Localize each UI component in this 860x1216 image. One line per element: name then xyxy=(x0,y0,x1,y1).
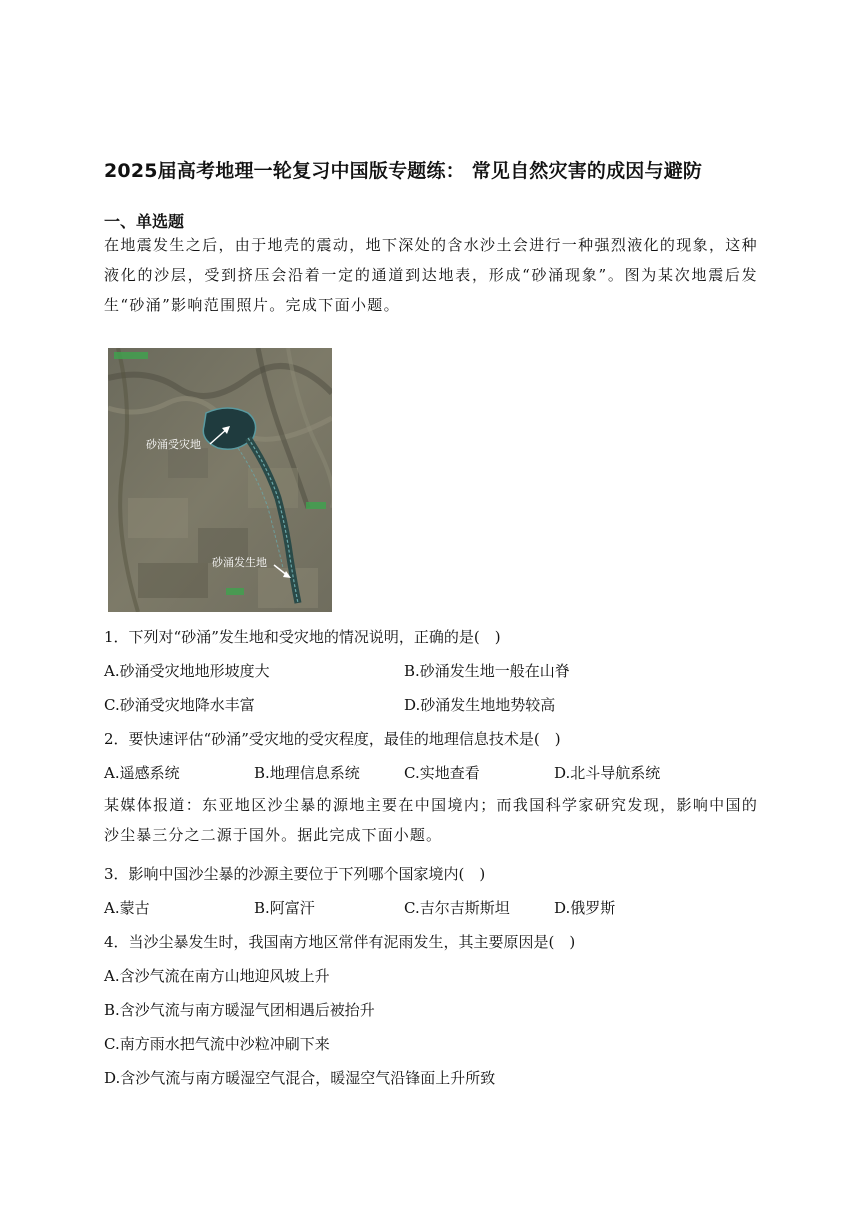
q3-option-a: A.蒙古 xyxy=(104,899,150,917)
q4-option-b: B.含沙气流与南方暖湿气团相遇后被抬升 xyxy=(104,1001,375,1019)
q3-option-d: D.俄罗斯 xyxy=(554,899,616,917)
q4-option-c: C.南方雨水把气流中沙粒冲刷下来 xyxy=(104,1035,330,1053)
q1-option-a: A.砂涌受灾地地形坡度大 xyxy=(104,662,270,680)
q1-option-d: D.砂涌发生地地势较高 xyxy=(404,696,556,714)
q2-option-d: D.北斗导航系统 xyxy=(554,764,661,782)
q4-option-a: A.含沙气流在南方山地迎风坡上升 xyxy=(104,967,330,985)
section-heading: 一、单选题 xyxy=(104,212,185,231)
q2-option-c: C.实地查看 xyxy=(404,764,480,782)
photo-label-affected: 砂涌受灾地 xyxy=(146,438,201,451)
intro-paragraph-2: 某媒体报道：东亚地区沙尘暴的源地主要在中国境内；而我国科学家研究发现，影响中国的沙尘暴三分之二源于国外。据此完成下面小题。 xyxy=(104,796,758,844)
question-2-stem: 2．要快速评估“砂涌”受灾地的受灾程度，最佳的地理信息技术是( ) xyxy=(104,730,561,748)
document-title: 2025届高考地理一轮复习中国版专题练： 常见自然灾害的成因与避防 xyxy=(104,160,703,182)
q3-option-c: C.吉尔吉斯斯坦 xyxy=(404,899,510,917)
q2-option-b: B.地理信息系统 xyxy=(254,764,360,782)
q1-option-c: C.砂涌受灾地降水丰富 xyxy=(104,696,255,714)
photo-label-origin: 砂涌发生地 xyxy=(212,556,267,569)
q2-option-a: A.遥感系统 xyxy=(104,764,180,782)
intro-paragraph-1: 在地震发生之后，由于地壳的震动，地下深处的含水沙土会进行一种强烈液化的现象，这种液化的沙层，受到挤压会沿着一定的通道到达地表，形成“砂涌现象”。图为某次地震后发生“砂涌”影响范围照片。完成下面小题。 xyxy=(104,236,759,314)
q3-option-b: B.阿富汗 xyxy=(254,899,315,917)
question-1-stem: 1．下列对“砂涌”发生地和受灾地的情况说明，正确的是( ) xyxy=(104,628,501,646)
question-3-stem: 3．影响中国沙尘暴的沙源主要位于下列哪个国家境内( ) xyxy=(104,865,486,883)
q1-option-b: B.砂涌发生地一般在山脊 xyxy=(404,662,570,680)
q4-option-d: D.含沙气流与南方暖湿空气混合，暖湿空气沿锋面上升所致 xyxy=(104,1069,496,1087)
satellite-photo xyxy=(108,348,332,612)
question-4-stem: 4．当沙尘暴发生时，我国南方地区常伴有泥雨发生，其主要原因是( ) xyxy=(104,933,576,951)
